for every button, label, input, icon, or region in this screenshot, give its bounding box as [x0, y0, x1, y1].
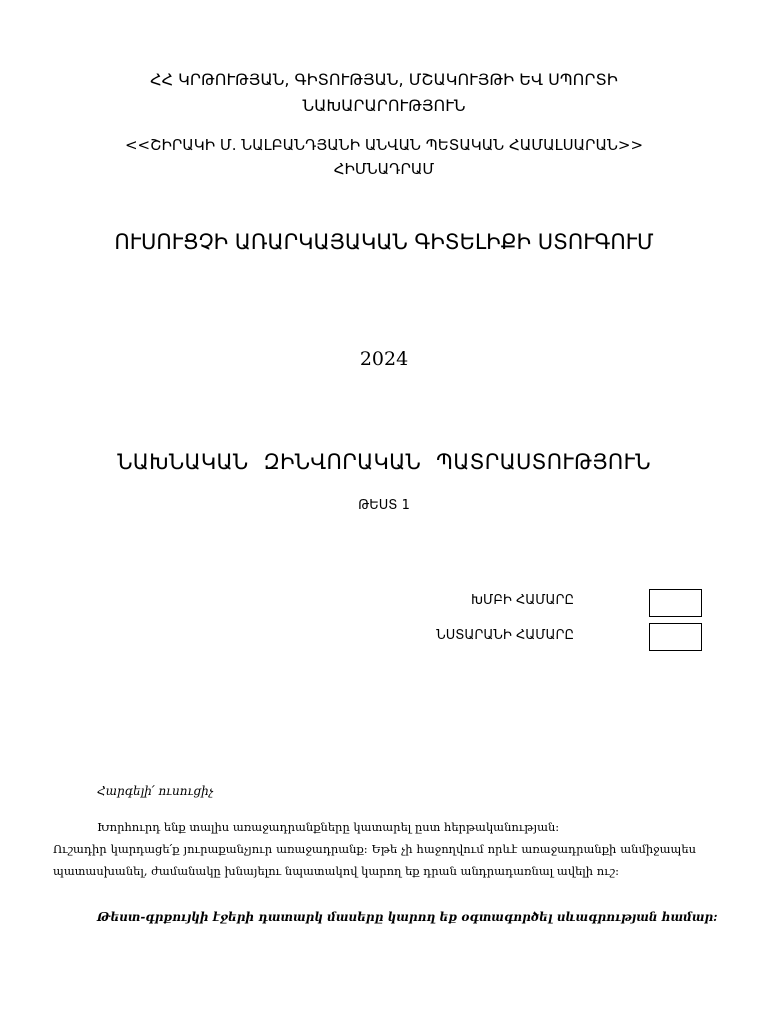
group-number-field[interactable] [649, 589, 702, 617]
instruction-paragraph-2: Ուշադիր կարդացե՛ք յուրաքանչյուր առաջադրանք: Եթե չի հաջողվում որևէ առաջադրանքի անմիջապես պատասխանել, ժամանակը խնայելու նպատակով կարող եք դրան անդրադառնալ ավելի ուշ: [53, 842, 696, 878]
ministry-name-line-2: ՆԱԽԱՐԱՐՈՒԹՅՈՒՆ [302, 96, 466, 115]
subject-title: ՆԱԽՆԱԿԱՆ ԶԻՆՎՈՐԱԿԱՆ ՊԱՏՐԱՍՏՈՒԹՅՈՒՆ [117, 450, 651, 474]
note-heading: Հարգելի՛ ուսուցիչ [97, 784, 214, 798]
group-number-label: ԽՄԲԻ ՀԱՄԱՐԸ [471, 593, 574, 608]
instruction-paragraph-1: Խորհուրդ ենք տալիս առաջադրանքները կատարել ըստ հերթականության: [97, 820, 560, 834]
ministry-name-line-1: ՀՀ ԿՐԹՈՒԹՅԱՆ, ԳԻՏՈՒԹՅԱՆ, ՄՇԱԿՈՒՅԹԻ ԵՎ ՍՊՈՐՏԻ [150, 70, 618, 89]
seat-number-label: ՆՍՏԱՐԱՆԻ ՀԱՄԱՐԸ [436, 628, 574, 643]
university-name-line-2: ՀԻՄՆԱԴՐԱՄ [333, 160, 435, 178]
draft-note: Թեստ-գրքույկի էջերի դատարկ մասերը կարող եք օգտագործել սևագրության համար: [97, 910, 718, 924]
test-variant: ԹԵՍՏ 1 [358, 498, 410, 513]
university-name-line-1: <<ՇԻՐԱԿԻ Մ. ՆԱԼԲԱՆԴՅԱՆԻ ԱՆՎԱՆ ՊԵՏԱԿԱՆ ՀԱՄԱԼՍԱՐԱՆ>> [124, 136, 644, 154]
test-title: ՈՒՍՈՒՑՉԻ ԱՌԱՐԿԱՅԱԿԱՆ ԳԻՏԵԼԻՔԻ ՍՏՈՒԳՈՒՄ [114, 230, 654, 254]
instructions [53, 816, 696, 882]
seat-number-field[interactable] [649, 623, 702, 651]
year: 2024 [359, 348, 409, 370]
